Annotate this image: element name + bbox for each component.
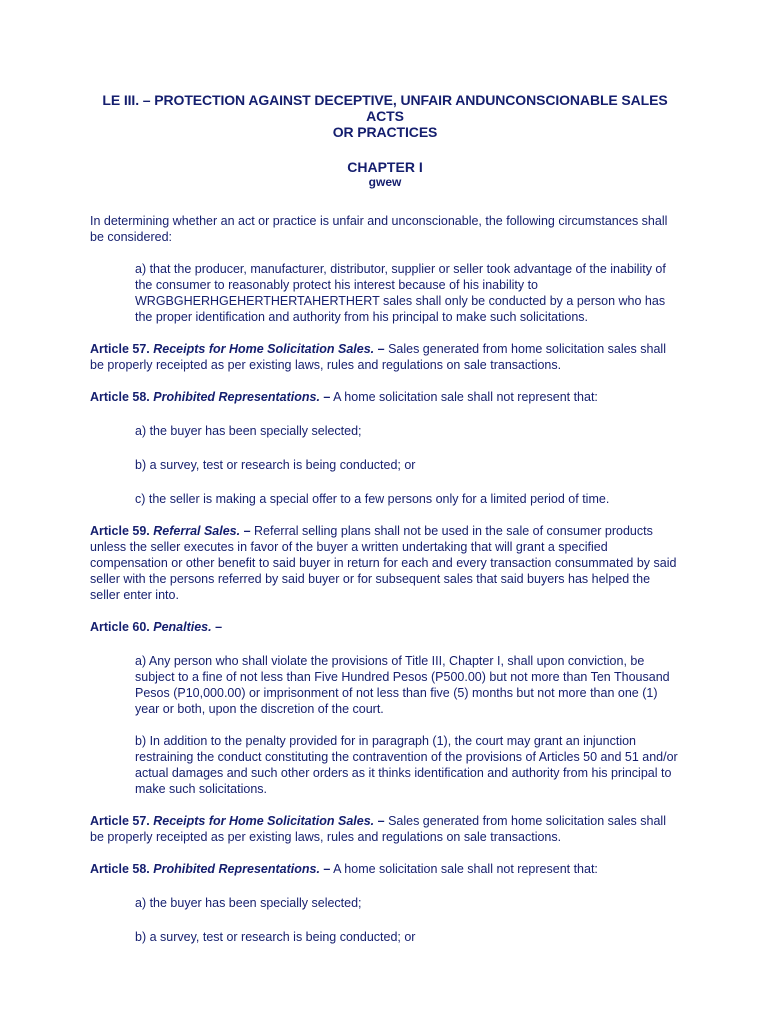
- article-60: [90, 619, 680, 635]
- article-60-item-b: b) In addition to the penalty provided for in paragraph (1), the court may grant an injunction restraining the conduct constituting the contravention of the provisions of Articles 50 and 51 and/or actual damages and such other orders as it thinks identification and authority from his principal to make such solicitations.: [135, 734, 678, 796]
- document-title: [90, 92, 680, 140]
- article-59-dash: –: [240, 524, 251, 538]
- article-57-repeat-dash: –: [374, 814, 385, 828]
- article-58-repeat-item-a: a) the buyer has been specially selected;: [135, 896, 362, 910]
- document-page: [90, 92, 680, 945]
- article-58-number: Article 58.: [90, 390, 150, 404]
- article-58-dash: –: [319, 390, 331, 404]
- article-58-repeat-text: A home solicitation sale shall not represent that:: [330, 862, 598, 876]
- article-58-item-c: c) the seller is making a special offer to a few persons only for a limited period of time.: [135, 492, 610, 506]
- article-58-item-b: b) a survey, test or research is being conducted; or: [135, 458, 416, 472]
- article-59-number: Article 59.: [90, 524, 150, 538]
- article-59-heading: Referral Sales.: [153, 524, 241, 538]
- article-57-repeat: [90, 813, 680, 845]
- article-57: [90, 341, 680, 373]
- article-58-repeat-dash: –: [319, 862, 331, 876]
- article-57-number: Article 57.: [90, 342, 150, 356]
- article-60-dash: –: [211, 620, 223, 634]
- article-60-number: Article 60.: [90, 620, 150, 634]
- chapter-heading: CHAPTER I: [347, 159, 423, 175]
- article-58-repeat-heading: Prohibited Representations.: [153, 862, 320, 876]
- article-57-dash: –: [374, 342, 385, 356]
- chapter-subheading: gwew: [368, 175, 402, 189]
- article-58-repeat-number: Article 58.: [90, 862, 150, 876]
- article-57-repeat-number: Article 57.: [90, 814, 150, 828]
- article-57-text: Sales generated from home solicitation sales shall be properly receipted as per existing laws, rules and regulations on sale transactions.: [90, 342, 666, 372]
- article-58: [90, 389, 680, 405]
- article-58-repeat-item-b: b) a survey, test or research is being conducted; or: [135, 930, 416, 944]
- article-58-repeat: [90, 861, 680, 877]
- intro-paragraph: In determining whether an act or practice is unfair and unconscionable, the following circumstances shall be considered:: [90, 214, 668, 244]
- article-57-repeat-text: Sales generated from home solicitation sales shall be properly receipted as per existing laws, rules and regulations on sale transactions.: [90, 814, 666, 844]
- article-57-heading: Receipts for Home Solicitation Sales.: [153, 342, 375, 356]
- article-60-heading: Penalties.: [153, 620, 212, 634]
- article-60-item-a: a) Any person who shall violate the provisions of Title III, Chapter I, shall upon conviction, be subject to a fine of not less than Five Hundred Pesos (P500.00) but not more than Ten Thousand Pesos (P10,000.00) or imprisonment of not less than five (5) months but not more than one (1) year or both, upon the discretion of the court.: [135, 654, 670, 716]
- article-59-text: Referral selling plans shall not be used in the sale of consumer products unless the seller executes in favor of the buyer a written undertaking that will grant a specified compensation or other benefit to said buyer in return for each and every transaction consummated by said seller with the persons referred by said buyer or for subsequent sales that said buyers has helped the seller enter into.: [90, 524, 677, 602]
- title-line-1: LE III. – PROTECTION AGAINST DECEPTIVE, UNFAIR ANDUNCONSCIONABLE SALES ACTS: [102, 92, 668, 124]
- article-59: [90, 523, 680, 603]
- article-58-heading: Prohibited Representations.: [153, 390, 320, 404]
- article-58-text: A home solicitation sale shall not represent that:: [330, 390, 598, 404]
- article-58-item-a: a) the buyer has been specially selected;: [135, 424, 362, 438]
- title-line-2: OR PRACTICES: [332, 124, 438, 140]
- article-57-repeat-heading: Receipts for Home Solicitation Sales.: [153, 814, 375, 828]
- intro-item-a: a) that the producer, manufacturer, distributor, supplier or seller took advantage of the inability of the consumer to reasonably protect his interest because of his inability to WRGBGHERHGEHERTHERTAHERTHERT sales shall only be conducted by a person who has the proper identification and authority from his principal to make such solicitations.: [135, 262, 666, 324]
